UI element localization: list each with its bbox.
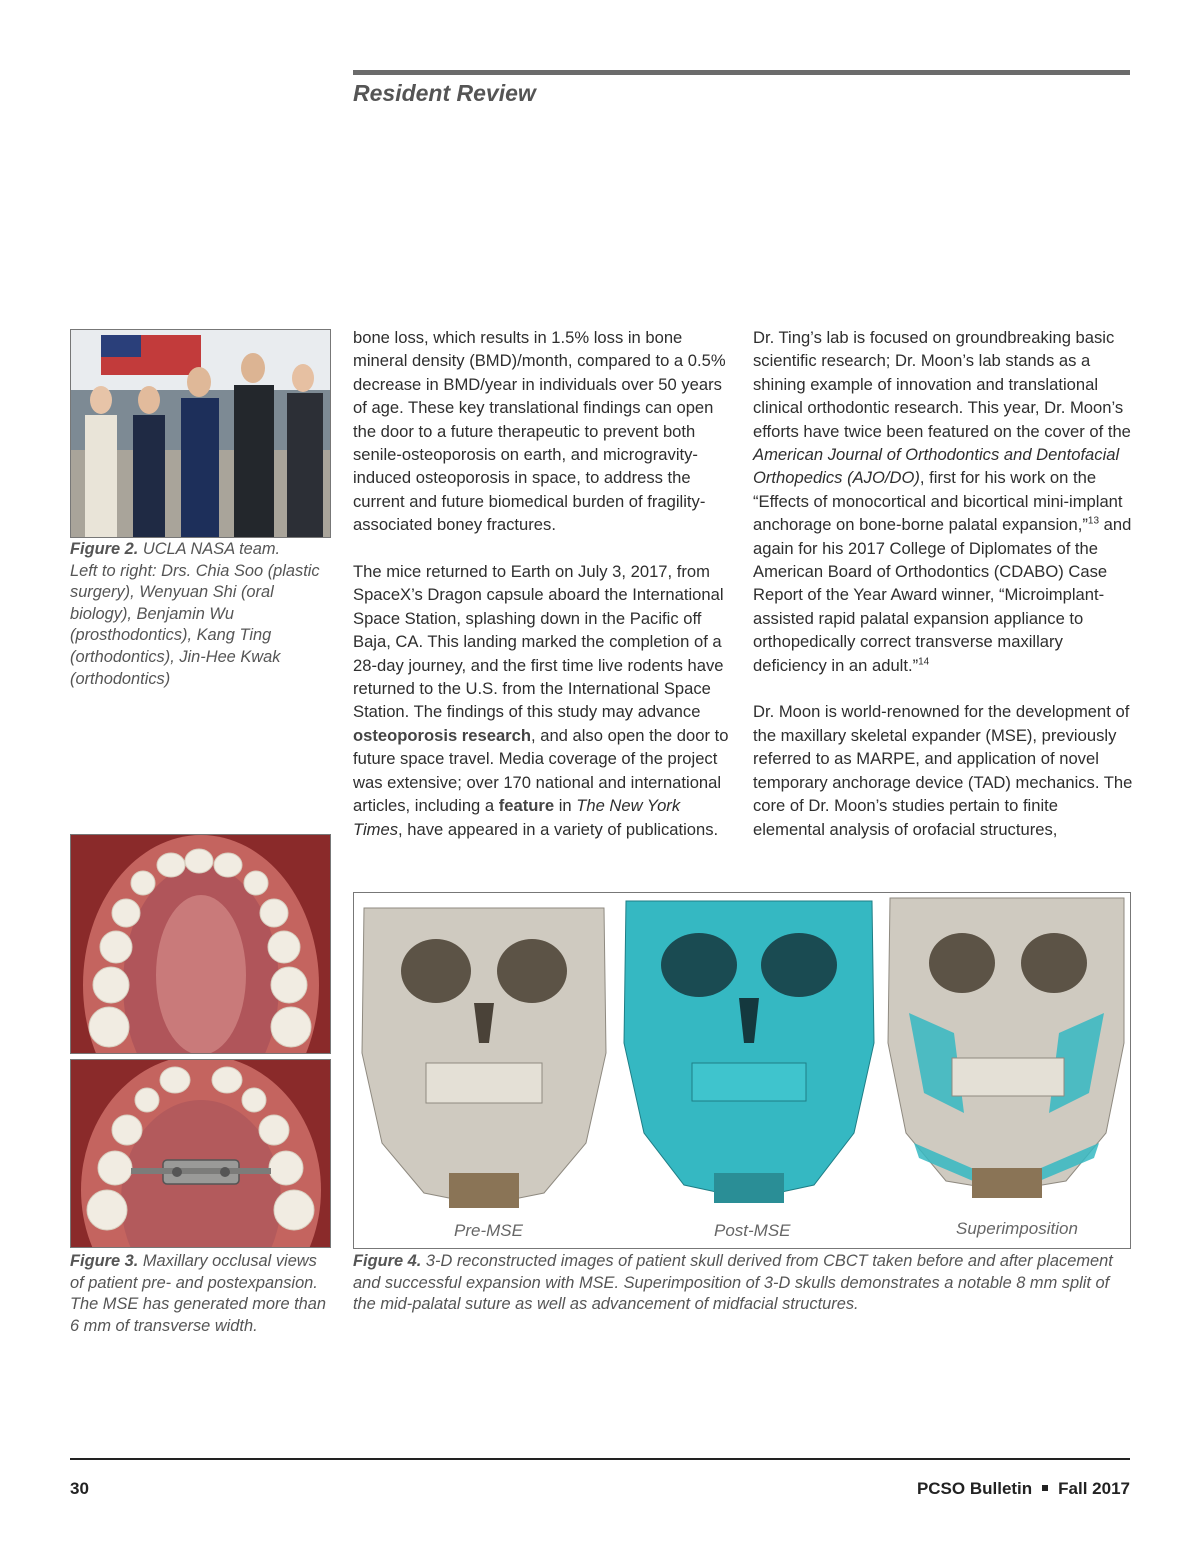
superimposition-skull (888, 898, 1124, 1198)
publication-name: PCSO Bulletin (916, 1479, 1033, 1498)
figure4-label: Figure 4. (353, 1252, 422, 1270)
article-column-2 (753, 326, 1133, 864)
reference-13: 13 (1087, 515, 1100, 527)
superimposition-label: Superimposition (956, 1219, 1078, 1238)
header-rule (353, 70, 1130, 75)
column2-paragraph-2: Dr. Moon is world-renowned for the development of the maxillary skeletal expander (MSE), previously referred to as MARPE, and application of novel temporary anchorage device (TAD) mechanics. The core of Dr. Moon’s studies pertain to finite elemental analysis of orofacial structures, (753, 702, 1133, 839)
column2-paragraph-1: Dr. Ting’s lab is focused on groundbreaking basic scientific research; Dr. Moon’s lab stands as a shining example of innovation and translational clinical orthodontic research. This year, Dr. Moon’s efforts have twice been featured on the cover of the American Journal of Orthodontics and Dentofacial Orthopedics (AJO/DO), first for his work on the “Effects of monocortical and bicortical mini-implant anchorage on bone-borne palatal expansion,”$^{13}$ and again for his 2017 College of Diplomates of the American Board of Orthodontics (CDABO) Case Report of the Year Award winner, “Microimplant-assisted rapid palatal expansion appliance to orthopedically correct transverse maxillary deficiency in an adult.”$^{14}$ (753, 328, 1132, 675)
figure2-title: UCLA NASA team. (142, 540, 281, 558)
section-title: Resident Review (353, 80, 536, 106)
separator-square-icon (1042, 1485, 1048, 1491)
figure4-caption (353, 1251, 1133, 1316)
nyt-title: The New York Times (353, 796, 681, 839)
figure4-skull-images (353, 892, 1131, 1249)
figure3-pre-expansion-photo (70, 834, 331, 1054)
article-column-1 (353, 326, 731, 864)
figure3-label: Figure 3. (70, 1252, 139, 1270)
pre-mse-skull (362, 908, 606, 1208)
figure2-label: Figure 2. (70, 540, 139, 558)
figure2-caption-text: Left to right: Drs. Chia Soo (plastic surgery), Wenyuan Shi (oral biology), Benjamin Wu (prosthodontics), Kang Ting (orthodontics), Jin-Hee Kwak (orthodontics) (70, 561, 320, 688)
feature-link[interactable]: feature (498, 796, 555, 816)
issue-name: Fall 2017 (1058, 1479, 1130, 1498)
reference-14: 14 (918, 656, 930, 668)
figure2-team-photo (70, 329, 331, 538)
osteoporosis-research-link[interactable]: osteoporosis research (353, 725, 531, 745)
column1-paragraph-2: The mice returned to Earth on July 3, 2017, from SpaceX’s Dragon capsule aboard the International Space Station, splashing down in the Pacific off Baja, CA. This landing marked the completion of a 28-day journey, and the first time live rodents have returned to the U.S. from the International Space Station. The findings of this study may advance osteoporosis research, and also open the door to future space travel. Media coverage of the project was extensive; over 170 national and international articles, including a feature in The New York Times, have appeared in a variety of publications. (353, 562, 729, 839)
pre-mse-label: Pre-MSE (454, 1221, 523, 1240)
figure3-caption-text: Maxillary occlusal views of patient pre- and postexpansion. The MSE has generated more than 6 mm of transverse width. (70, 1252, 327, 1335)
figure4-caption-text: 3-D reconstructed images of patient skull derived from CBCT taken before and after placement and successful expansion with MSE. Superimposition of 3-D skulls demonstrates a notable 8 mm split of the mid-palatal suture as well as advancement of midfacial structures. (353, 1252, 1113, 1314)
figure3-post-expansion-photo (70, 1059, 331, 1248)
column1-paragraph-1: bone loss, which results in 1.5% loss in bone mineral density (BMD)/month, compared to a 0.5% decrease in BMD/year in individuals over 50 years of age. These key translational findings can open the door to a future therapeutic to prevent both senile-osteoporosis on earth, and microgravity-induced osteoporosis in space, to address the current and future biomedical burden of fragility-associated boney fractures. (353, 328, 726, 535)
footer-rule (70, 1458, 1130, 1460)
publication-footer (917, 1479, 1130, 1499)
page-number: 30 (70, 1479, 89, 1498)
post-mse-label: Post-MSE (714, 1221, 791, 1240)
figure2-caption (70, 539, 332, 690)
figure3-caption (70, 1251, 332, 1337)
journal-title: American Journal of Orthodontics and Dentofacial Orthopedics (AJO/DO) (753, 445, 1120, 488)
post-mse-skull (624, 901, 874, 1203)
